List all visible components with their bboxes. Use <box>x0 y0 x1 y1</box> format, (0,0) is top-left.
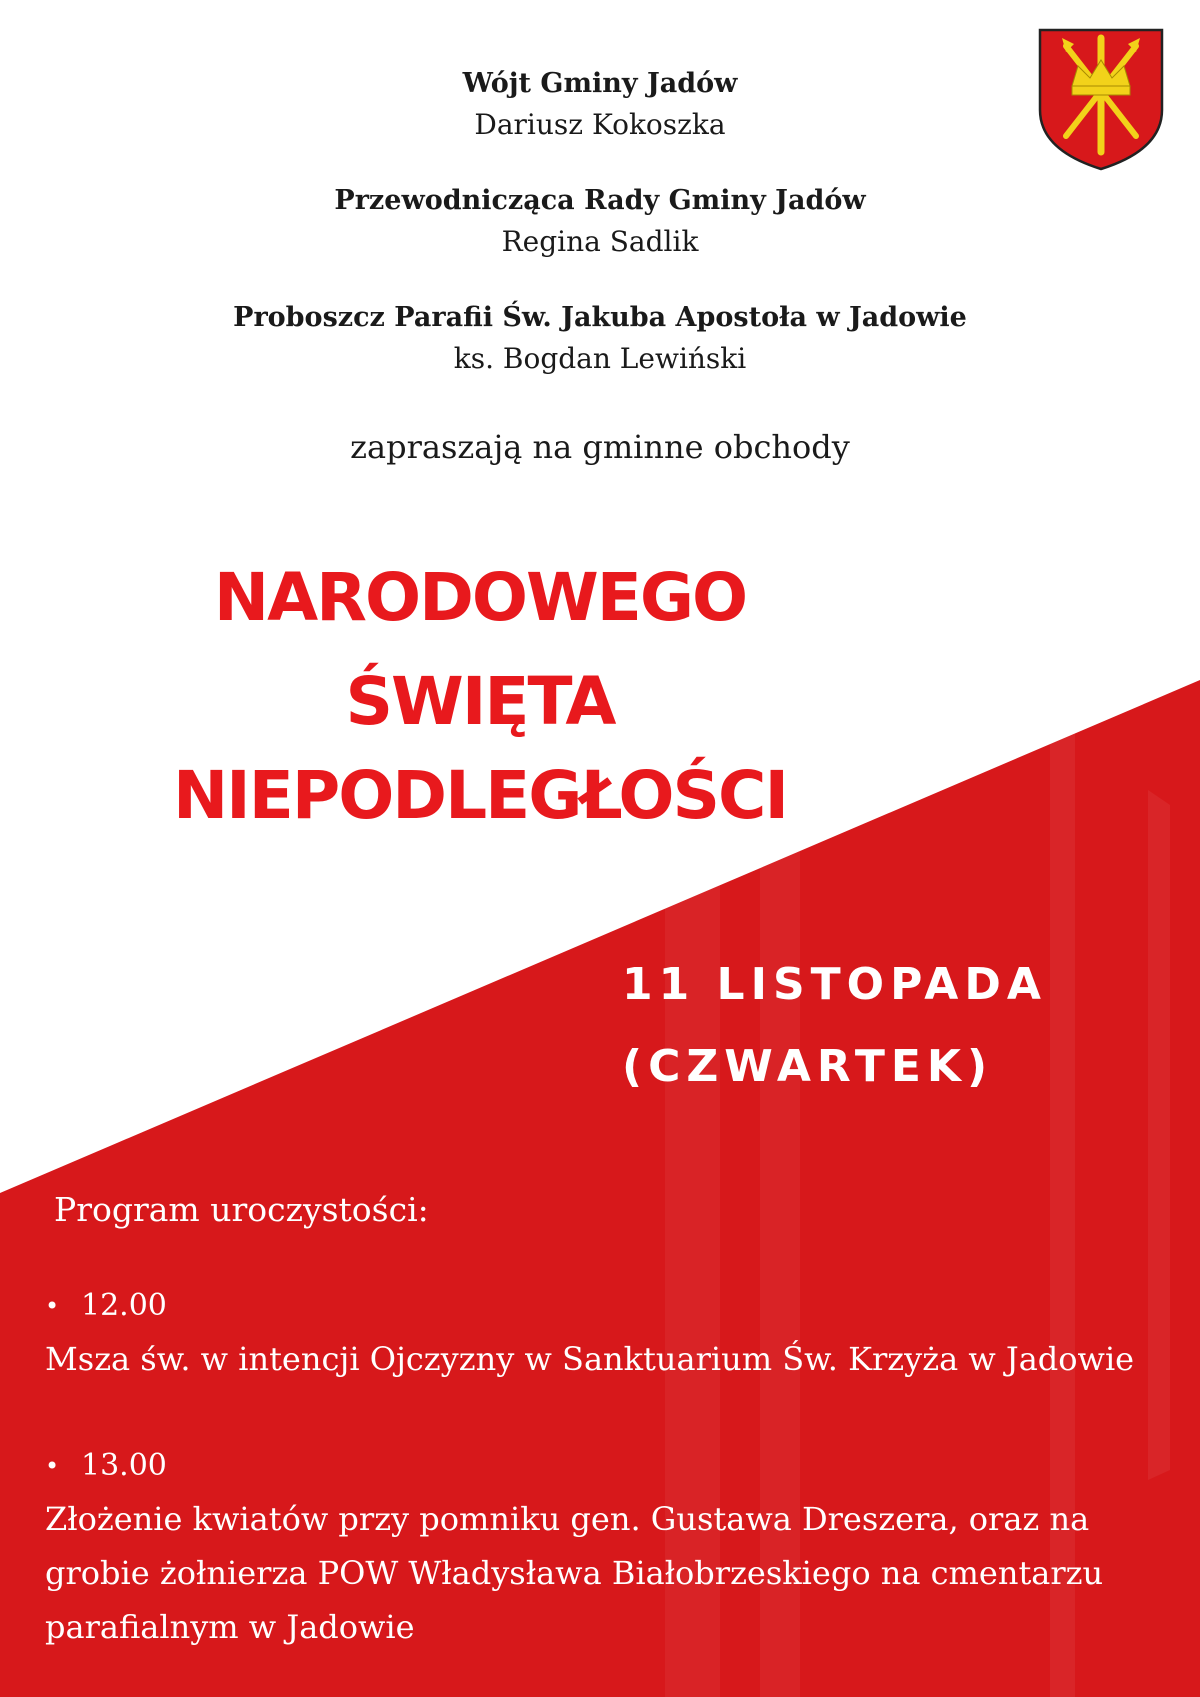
organizer-name: ks. Bogdan Lewiński <box>453 342 747 375</box>
organizer-name: Regina Sadlik <box>501 225 699 258</box>
program-item <box>45 1280 1185 1386</box>
invite-text: zapraszają na gminne obchody <box>350 428 850 466</box>
event-title-line: NARODOWEGO <box>213 559 747 636</box>
organizer-role: Wójt Gminy Jadów <box>462 68 738 99</box>
event-title-line: NIEPODLEGŁOŚCI <box>172 757 788 834</box>
program-item-description: Złożenie kwiatów przy pomniku gen. Gustawa Dreszera, oraz na grobie żołnierza POW Władysława Białobrzeskiego na cmentarzu parafialnym w Jadowie <box>45 1500 1104 1646</box>
program-item-time: • 12.00 <box>45 1280 1185 1332</box>
organizer-block-wojt <box>0 68 1200 141</box>
event-title-line: ŚWIĘTA <box>345 663 615 740</box>
event-weekday: (CZWARTEK) <box>622 1041 994 1092</box>
organizer-block-council <box>0 185 1200 258</box>
program-item <box>45 1440 1185 1654</box>
organizer-block-parish <box>0 302 1200 375</box>
program-item-description: Msza św. w intencji Ojczyzny w Sanktuarium Św. Krzyża w Jadowie <box>45 1340 1135 1378</box>
organizer-role: Proboszcz Parafii Św. Jakuba Apostoła w Jadowie <box>233 302 967 333</box>
program-heading: Program uroczystości: <box>54 1190 429 1229</box>
event-date: 11 LISTOPADA <box>622 959 1047 1010</box>
program-item-time: • 13.00 <box>45 1440 1185 1492</box>
organizer-role: Przewodnicząca Rady Gminy Jadów <box>334 185 866 216</box>
organizer-name: Dariusz Kokoszka <box>474 108 726 141</box>
